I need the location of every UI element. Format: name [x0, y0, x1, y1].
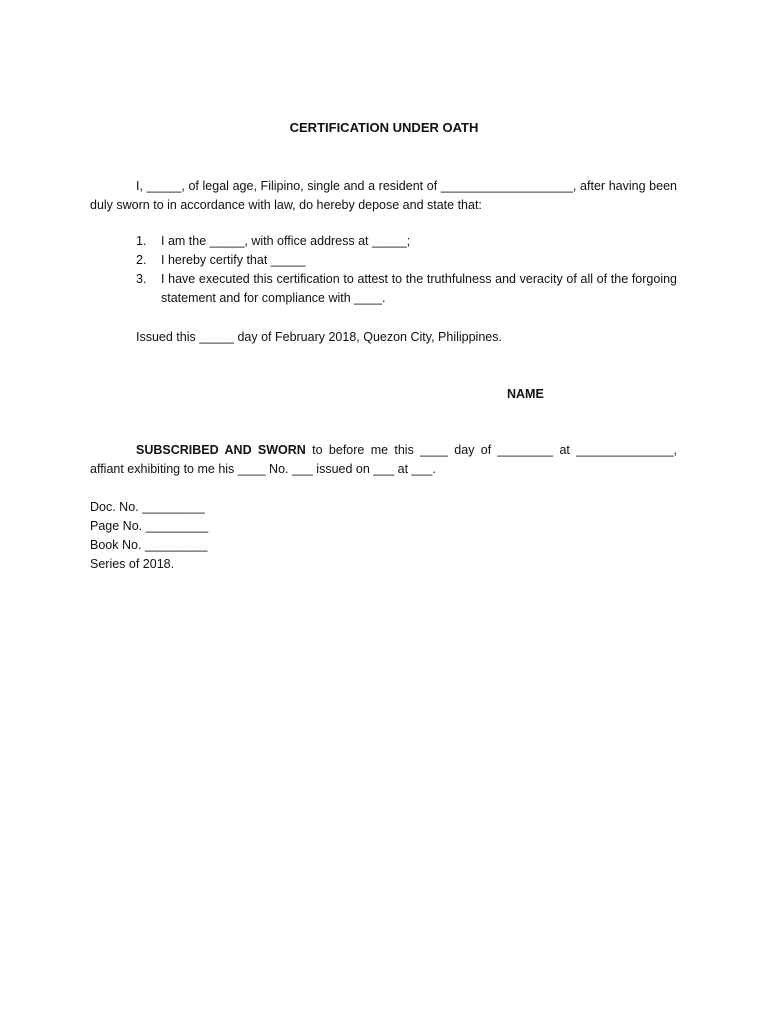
list-item-number: 2.: [136, 253, 147, 267]
notarial-register: [90, 498, 208, 574]
notary-page-no: Page No. _________: [90, 519, 209, 533]
statement-list: [90, 232, 677, 308]
issued-line: Issued this _____ day of February 2018, Quezon City, Philippines.: [136, 330, 502, 344]
opening-paragraph: I, _____, of legal age, Filipino, single and a resident of ___________________, after having been duly sworn to in accordance with law, do hereby depose and state that:: [90, 179, 677, 212]
jurat-lead: SUBSCRIBED AND SWORN: [136, 443, 306, 457]
list-item: [90, 270, 677, 308]
list-item: [90, 251, 677, 270]
list-item-text: I am the _____, with office address at _____;: [161, 234, 411, 248]
document-title: CERTIFICATION UNDER OATH: [289, 120, 479, 135]
list-item-number: 3.: [136, 272, 147, 286]
jurat-text: to before me this ____ day of ________ at ______________, affiant exhibiting to me his ____ No. ___ issued on ___ at ___.: [90, 443, 678, 476]
jurat-paragraph: [90, 441, 677, 479]
notary-doc-no: Doc. No. _________: [90, 500, 205, 514]
notary-series: Series of 2018.: [90, 557, 175, 571]
list-item: [90, 232, 677, 251]
list-item-text: I have executed this certification to attest to the truthfulness and veracity of all of the forgoing statement and for compliance with ____.: [161, 272, 677, 305]
list-item-number: 1.: [136, 234, 147, 248]
notary-book-no: Book No. _________: [90, 538, 208, 552]
signatory-name: NAME: [507, 387, 544, 401]
list-item-text: I hereby certify that _____: [161, 253, 306, 267]
